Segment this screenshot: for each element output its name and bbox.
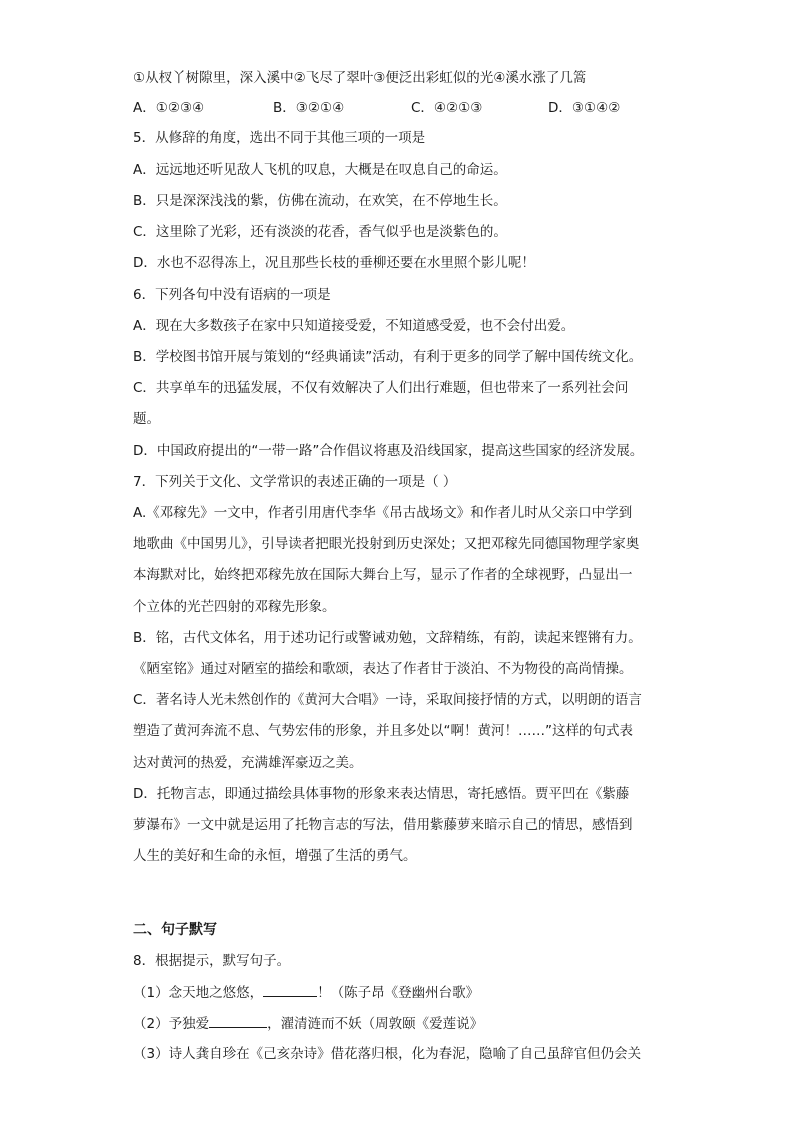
q7-option-b-line1: B．铭，古代文体名，用于述功记行或警诫劝勉，文辞精练，有韵，读起来铿锵有力。 [133,630,642,646]
q6-option-d: D．中国政府提出的“一带一路”合作倡议将惠及沿线国家，提高这些国家的经济发展。 [133,443,644,459]
q4-option-a: A．①②③④ [133,100,205,116]
q8-item-2-suffix: ，濯清涟而不妖（周敦颐《爱莲说》 [267,1016,484,1032]
q5-option-c: C．这里除了光彩，还有淡淡的花香，香气似乎也是淡紫色的。 [133,224,507,240]
answer-blank-2[interactable] [209,1013,267,1028]
q6-stem: 6．下列各句中没有语病的一项是 [133,287,331,303]
q7-option-a-line4: 个立体的光芒四射的邓稼先形象。 [133,599,336,615]
q7-option-a-line3: 本海默对比，始终把邓稼先放在国际大舞台上写，显示了作者的全球视野，凸显出一 [133,567,633,583]
q8-item-1-suffix: ！（陈子昂《登幽州台歌》 [317,985,480,1001]
q6-option-b: B．学校图书馆开展与策划的“经典诵读”活动，有利于更多的同学了解中国传统文化。 [133,349,643,365]
q7-stem: 7．下列关于文化、文学常识的表述正确的一项是（ ） [133,474,457,490]
q4-option-b: B．③②①④ [273,100,345,116]
q4-option-c: C．④②①③ [411,100,483,116]
q7-option-a-line2: 地歌曲《中国男儿》，引导读者把眼光投射到历史深处；又把邓稼先同德国物理学家奥 [133,536,640,552]
q6-option-c-line2: 题。 [133,411,160,427]
q8-item-2-prefix: （2）予独爱 [133,1016,210,1032]
q7-option-c-line1: C．著名诗人光未然创作的《黄河大合唱》一诗，采取间接抒情的方式，以明朗的语言 [133,692,642,708]
q7-option-d-line2: 萝瀑布》一文中就是运用了托物言志的写法，借用紫藤萝来暗示自己的情思，感悟到 [133,817,633,833]
q7-option-c-line3: 达对黄河的热爱，充满雄浑豪迈之美。 [133,755,363,771]
q8-item-1 [133,982,479,1003]
q8-item-2 [133,1013,483,1034]
q6-option-c-line1: C．共享单车的迅猛发展，不仅有效解决了人们出行难题，但也带来了一系列社会问 [133,380,629,396]
q6-option-a: A．现在大多数孩子在家中只知道接受爱，不知道感受爱，也不会付出爱。 [133,318,575,334]
q7-option-d-line1: D．托物言志，即通过描绘具体事物的形象来表达情思，寄托感悟。贾平凹在《紫藤 [133,786,630,802]
q8-stem: 8．根据提示，默写句子。 [133,953,291,969]
q7-option-d-line3: 人生的美好和生命的永恒，增强了生活的勇气。 [133,848,417,864]
q5-option-d: D．水也不忍得冻上，况且那些长枝的垂柳还要在水里照个影儿呢！ [133,255,535,271]
q8-item-3: （3）诗人龚自珍在《己亥杂诗》借花落归根，化为春泥，隐喻了自己虽辞官但仍会关 [133,1046,642,1062]
q8-item-1-prefix: （1）念天地之悠悠， [133,985,264,1001]
q4-option-d: D．③①④② [548,100,621,116]
q5-stem: 5．从修辞的角度，选出不同于其他三项的一项是 [133,130,426,146]
q7-option-c-line2: 塑造了黄河奔流不息、气势宏伟的形象，并且多处以“啊！黄河！……”这样的句式表 [133,723,633,739]
q4-tail: ①从杈丫树隙里，深入溪中②飞尽了翠叶③便泛出彩虹似的光④溪水涨了几篙 [133,70,587,86]
q5-option-b: B．只是深深浅浅的紫，仿佛在流动，在欢笑，在不停地生长。 [133,193,507,209]
q5-option-a: A．远远地还听见敌人飞机的叹息，大概是在叹息自己的命运。 [133,162,507,178]
q7-option-b-line2: 《陋室铭》通过对陋室的描绘和歌颂，表达了作者甘于淡泊、不为物役的高尚情操。 [133,661,633,677]
section-title: 二、句子默写 [133,922,217,938]
answer-blank-1[interactable] [263,982,317,997]
q7-option-a-line1: A.《邓稼先》一文中，作者引用唐代李华《吊古战场文》和作者儿时从父亲口中学到 [133,505,633,521]
